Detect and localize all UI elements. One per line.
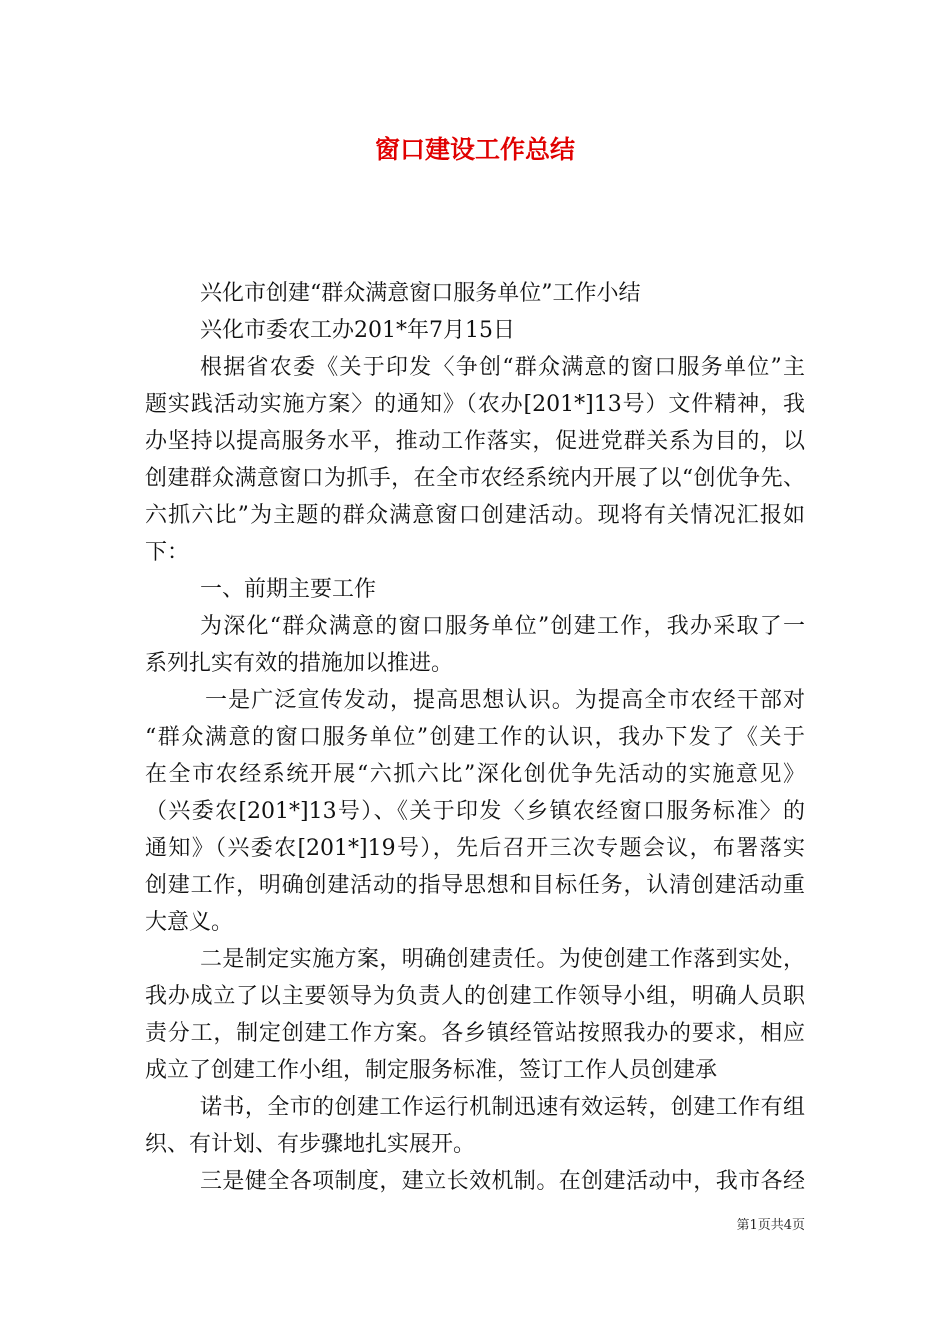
paragraph-line: 二是制定实施方案，明确创建责任。为使创建工作落到实处，: [200, 947, 805, 972]
page-number-footer: 第1页共4页: [736, 1218, 805, 1233]
paragraph-line: 下：: [145, 540, 190, 565]
paragraph-line: “群众满意的窗口服务单位”创建工作的认识，我办下发了《关于: [145, 725, 805, 750]
paragraph-line: 兴化市委农工办201*年7月15日: [200, 318, 515, 343]
paragraph-report-title: [145, 275, 805, 312]
paragraph-line: 系列扎实有效的措施加以推进。: [145, 651, 454, 676]
paragraph-line: 六抓六比”为主题的群众满意窗口创建活动。现将有关情况汇报如: [145, 503, 805, 528]
paragraph-line: 创建工作，明确创建活动的指导思想和目标任务，认清创建活动重: [145, 873, 805, 898]
paragraph-line: 大意义。: [145, 910, 234, 935]
paragraph-line: 我办成立了以主要领导为负责人的创建工作领导小组，明确人员职: [145, 984, 805, 1009]
paragraph-line: 在全市农经系统开展“六抓六比”深化创优争先活动的实施意见》: [145, 762, 805, 787]
paragraph-line: 通知》（兴委农[201*]19号），先后召开三次专题会议，布署落实: [145, 836, 805, 861]
paragraph-line: 创建群众满意窗口为抓手，在全市农经系统内开展了以“创优争先、: [145, 466, 805, 491]
paragraph-point-one: [145, 682, 805, 941]
paragraph-line: 诺书，全市的创建工作运行机制迅速有效运转，创建工作有组: [200, 1095, 805, 1120]
paragraph-section-intro: [145, 608, 805, 682]
paragraph-intro: [145, 349, 805, 571]
section-heading: [145, 571, 805, 608]
paragraph-line: 一是广泛宣传发动，提高思想认识。为提高全市农经干部对: [205, 688, 805, 713]
page-title: 窗口建设工作总结: [374, 135, 575, 164]
paragraph-line: 兴化市创建“群众满意窗口服务单位”工作小结: [200, 281, 641, 306]
paragraph-issuer-date: [145, 312, 805, 349]
paragraph-point-two: [145, 941, 805, 1089]
paragraph-point-two-continued: [145, 1089, 805, 1163]
paragraph-line: 一、前期主要工作: [200, 577, 377, 602]
paragraph-line: 成立了创建工作小组，制定服务标准，签订工作人员创建承: [145, 1058, 718, 1083]
document-body: [145, 275, 805, 1200]
paragraph-line: 办坚持以提高服务水平，推动工作落实，促进党群关系为目的，以: [145, 429, 805, 454]
paragraph-line: 题实践活动实施方案〉的通知》（农办[201*]13号）文件精神，我: [145, 392, 805, 417]
paragraph-line: 责分工，制定创建工作方案。各乡镇经管站按照我办的要求，相应: [145, 1021, 805, 1046]
paragraph-line: 根据省农委《关于印发〈争创“群众满意的窗口服务单位”主: [200, 355, 805, 380]
paragraph-line: 三是健全各项制度，建立长效机制。在创建活动中，我市各经: [200, 1169, 805, 1194]
paragraph-point-three: [145, 1163, 805, 1200]
paragraph-line: 为深化“群众满意的窗口服务单位”创建工作，我办采取了一: [200, 614, 805, 639]
paragraph-line: 织、有计划、有步骤地扎实展开。: [145, 1132, 476, 1157]
paragraph-line: （兴委农[201*]13号）、《关于印发〈乡镇农经窗口服务标准〉的: [145, 799, 805, 824]
